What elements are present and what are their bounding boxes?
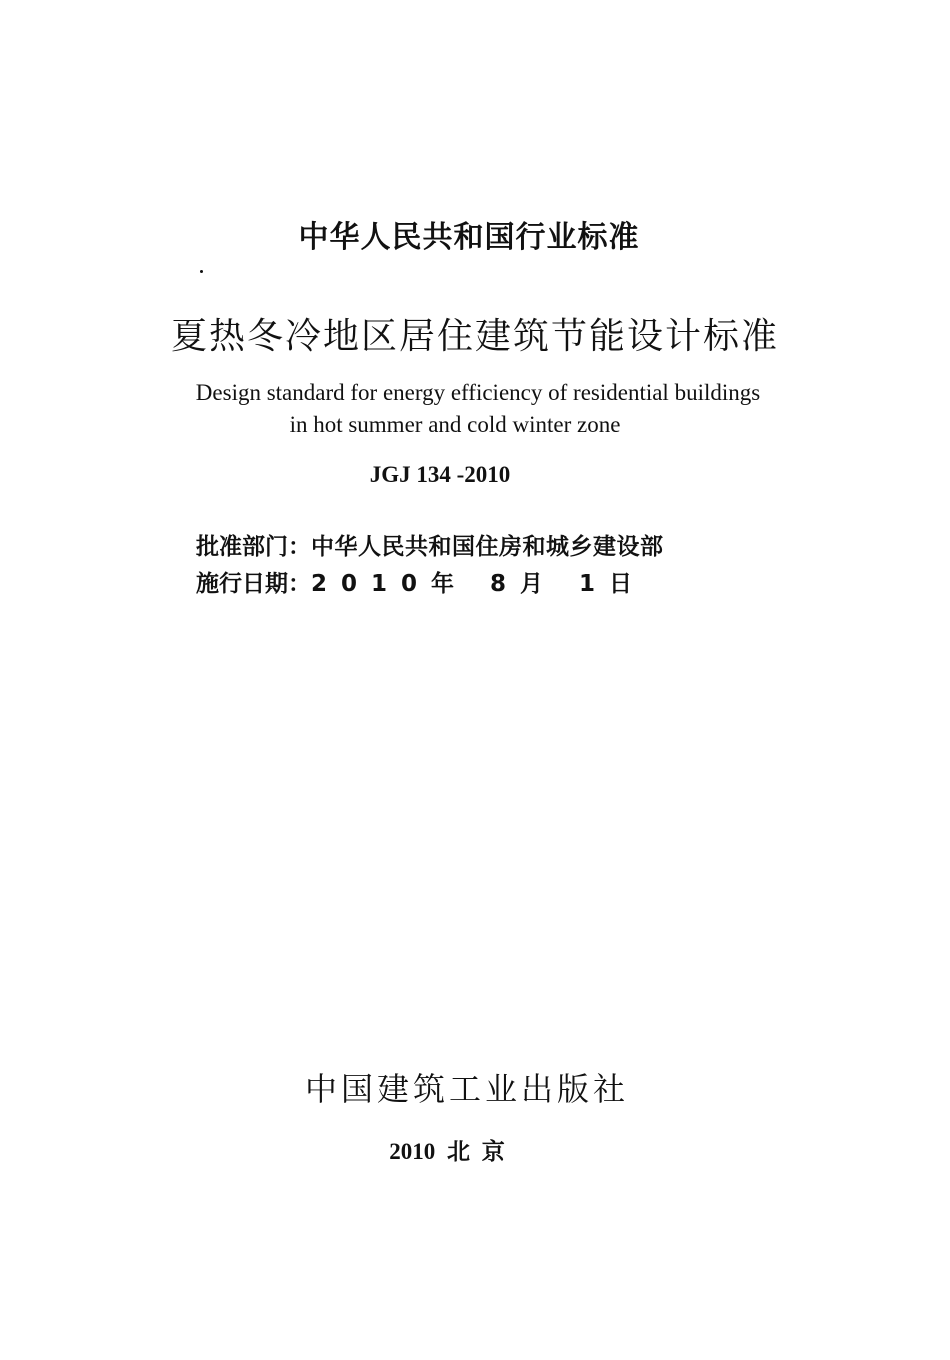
effective-date — [196, 565, 646, 598]
approval-department — [196, 528, 664, 561]
approval-value: 中华人民共和国住房和城乡建设部 — [311, 534, 664, 560]
effective-value: 2010年 8月 1日 — [311, 571, 647, 597]
standard-code: JGJ 134 -2010 — [369, 462, 511, 487]
publication-year-place: 2010 北 京 — [389, 1139, 505, 1164]
publisher: 中国建筑工业出版社 — [304, 1070, 629, 1108]
standard-title-english-line-2: in hot summer and cold winter zone — [289, 412, 621, 437]
approval-label: 批准部门： — [196, 534, 311, 560]
standard-title-chinese: 夏热冬冷地区居住建筑节能设计标准 — [170, 316, 779, 357]
standard-title-english-line-1: Design standard for energy efficiency of residential buildings — [195, 380, 761, 405]
series-title: 中华人民共和国行业标准 — [298, 220, 640, 255]
stray-dot — [200, 270, 203, 273]
effective-label: 施行日期： — [196, 571, 311, 597]
